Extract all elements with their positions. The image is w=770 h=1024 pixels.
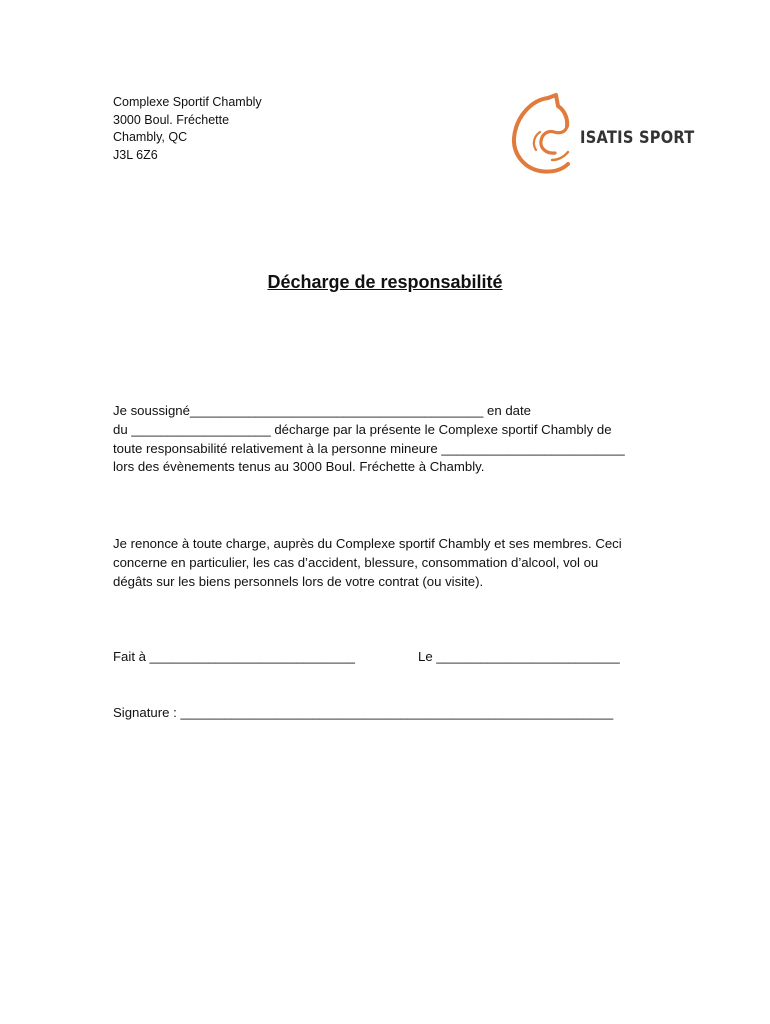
declaration-line: du ___________________ décharge par la présente le Complexe sportif Chambly de xyxy=(113,421,612,437)
address-block xyxy=(113,94,262,164)
declaration-line: toute responsabilité relativement à la personne mineure _________________________ xyxy=(113,440,625,456)
declaration-line: lors des évènements tenus au 3000 Boul. Fréchette à Chambly. xyxy=(113,459,485,475)
fox-head-icon xyxy=(508,90,580,180)
document-title: Décharge de responsabilité xyxy=(267,272,503,292)
address-line-postal: J3L 6Z6 xyxy=(113,147,158,162)
isatis-sport-logo xyxy=(508,90,695,180)
declaration-paragraph xyxy=(113,402,673,477)
place-field: Fait à ____________________________ xyxy=(113,649,356,664)
waiver-paragraph xyxy=(113,535,673,591)
waiver-line: Je renonce à toute charge, auprès du Complexe sportif Chambly et ses membres. Ceci xyxy=(113,536,622,551)
waiver-line: concerne en particulier, les cas d’accident, blessure, consommation d’alcool, vol ou xyxy=(113,554,599,570)
date-field: Le _________________________ xyxy=(418,649,620,664)
address-line-city: Chambly, QC xyxy=(113,130,188,144)
address-line-street: 3000 Boul. Fréchette xyxy=(113,112,230,127)
address-line-name: Complexe Sportif Chambly xyxy=(113,95,262,109)
logo-wordmark: ISATIS SPORT xyxy=(580,128,695,148)
waiver-line: dégâts sur les biens personnels lors de votre contrat (ou visite). xyxy=(113,573,484,589)
declaration-line: Je soussigné________________________________________ en date xyxy=(113,403,532,418)
signature-field: Signature : ___________________________________________________________ xyxy=(113,705,614,720)
